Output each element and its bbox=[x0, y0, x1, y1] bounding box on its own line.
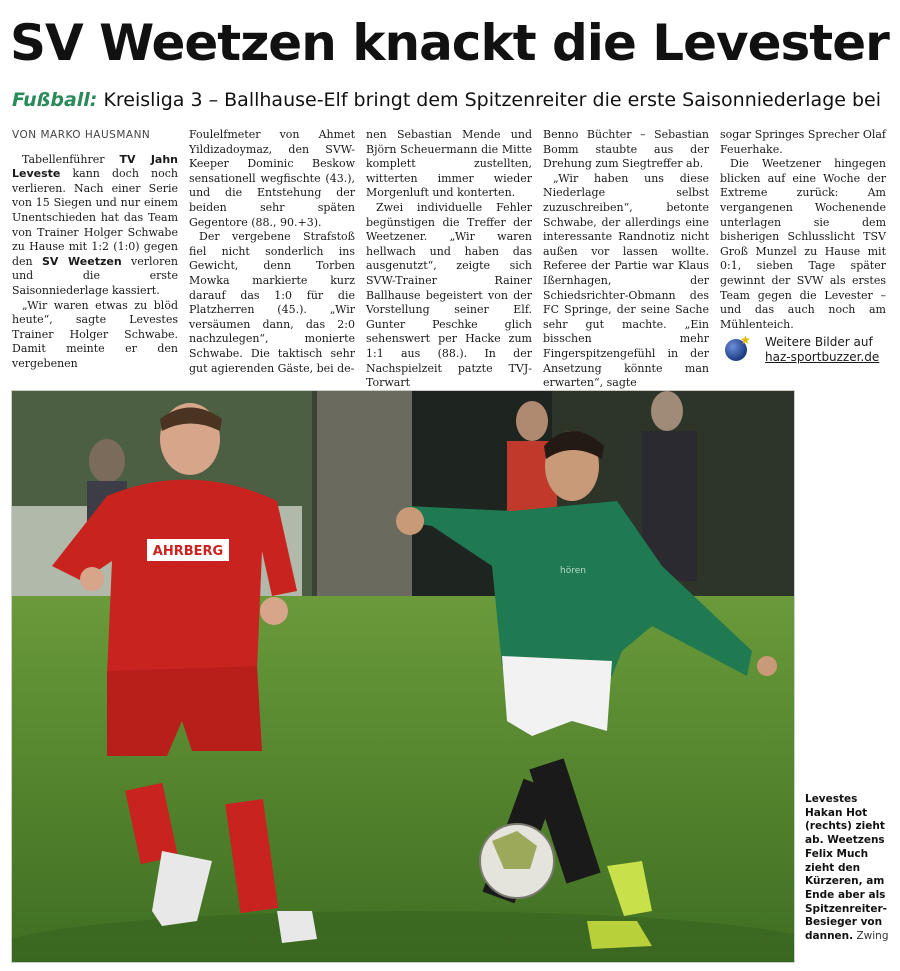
article-column-1 bbox=[12, 128, 178, 372]
football bbox=[480, 824, 554, 898]
more-photos-label: Weitere Bilder auf bbox=[765, 335, 873, 349]
sponsor-text: AHRBERG bbox=[152, 544, 224, 559]
article-column-2 bbox=[189, 128, 355, 376]
paragraph: Die Weetzener hingegen blicken auf eine Woche der Extreme zurück: Am vergangenen Wochenende unterlagen sie dem bisherigen Schlusslicht TSV Groß Munzel zu Hause mit 0:1, sieben Tage später gewinnt der SVW als erstes Team gegen die Levester – und das auch noch am Mühlenteich. bbox=[720, 157, 886, 331]
caption-text: Levestes Hakan Hot (rechts) zieht ab. Weetzens Felix Much zieht den Kürzeren, am Ende aber als Spitzenreiter-Besieger von dannen. bbox=[805, 793, 887, 943]
article-column-4 bbox=[543, 128, 709, 391]
text-run: Tabellenführer bbox=[22, 152, 120, 166]
sponsor-subtext: Bau- und Möbeltischlerei bbox=[157, 563, 219, 569]
text-run: verloren und die erste Saisonniederlage kassiert. bbox=[12, 254, 178, 297]
subhead-kicker: Fußball: bbox=[12, 89, 98, 111]
paragraph: Der vergebene Strafstoß fiel nicht sonderlich ins Gewicht, denn Torben Mowka markierte kurz darauf das 1:0 für die Platzherren (45.). „Wir versäumen dann, das 2:0 nachzulegen“, monierte Schwabe. Die taktisch sehr gut agierenden Gäste, bei de- bbox=[189, 230, 355, 375]
paragraph: nen Sebastian Mende und Björn Scheuermann die Mitte komplett zustellten, witterten immer wieder Morgenluft und konterten. bbox=[366, 128, 532, 200]
subhead-text: Kreisliga 3 – Ballhause-Elf bringt dem Spitzenreiter die erste Saisonniederlage bei bbox=[103, 89, 882, 111]
photo-caption bbox=[805, 793, 895, 944]
match-photo bbox=[11, 390, 795, 963]
more-photos-box bbox=[725, 333, 890, 367]
team-name-leveste: TV Jahn Leveste bbox=[12, 152, 178, 181]
paragraph: „Wir haben uns diese Niederlage selbst zuzuschreiben“, betonte Schwabe, der allerdings eine interessante Randnotiz nicht außen vor lassen wollte. Referee der Partie war Klaus Ißernhagen, der Schiedsrichter-Obmann des FC Springe, der seine Sache sehr gut machte. „Ein bisschen mehr Fingerspitzengefühl in der Ansetzung könnte man erwarten“, sagte bbox=[543, 171, 709, 390]
paragraph: Zwei individuelle Fehler begünstigen die Treffer der Weetzener. „Wir waren hellwach und haben das ausgenutzt“, zeigte sich SVW-Trainer Rainer Ballhause begeistert von der Vorstellung seiner Elf. Gunter Peschke glich sehenswert per Hacke zum 1:1 aus (88.). In der Nachspielzeit patzte TVJ-Torwart bbox=[366, 200, 532, 390]
more-photos-link[interactable]: haz-sportbuzzer.de bbox=[765, 350, 880, 364]
paragraph: Foulelfmeter von Ahmet Yildizadoymaz, den SVW-Keeper Dominic Beskow sensationell wegfischte (43.), und die Entstehung der beiden sehr späten Gegentore (88., 90.+3). bbox=[189, 128, 355, 229]
green-shirt-text: hören bbox=[560, 566, 586, 576]
subheadline bbox=[12, 86, 892, 114]
photo-illustration bbox=[12, 391, 794, 962]
paragraph bbox=[12, 153, 178, 299]
article-column-5 bbox=[720, 128, 886, 332]
text-run: kann doch noch verlieren. Nach einer Serie von 15 Siegen und nur einem Unentschieden hat das Team von Trainer Holger Schwabe zu Hause mit 1:2 (1:0) gegen den bbox=[12, 167, 178, 268]
byline: VON MARKO HAUSMANN bbox=[12, 129, 151, 141]
star-icon: ★ bbox=[740, 333, 751, 347]
paragraph: Benno Büchter – Sebastian Bomm staubte aus der Drehung zum Siegtreffer ab. bbox=[543, 128, 709, 171]
team-name-weetzen: SV Weetzen bbox=[41, 254, 122, 268]
article-column-3 bbox=[366, 128, 532, 391]
article-body bbox=[12, 128, 886, 390]
photo-credit: Zwing bbox=[856, 930, 889, 943]
paragraph: „Wir waren etwas zu blöd heute“, sagte Levestes Trainer Holger Schwabe. Damit meinte er den vergebenen bbox=[12, 298, 178, 370]
paragraph: sogar Springes Sprecher Olaf Feuerhake. bbox=[720, 128, 886, 156]
headline: SV Weetzen knackt die Levester bbox=[10, 14, 889, 72]
